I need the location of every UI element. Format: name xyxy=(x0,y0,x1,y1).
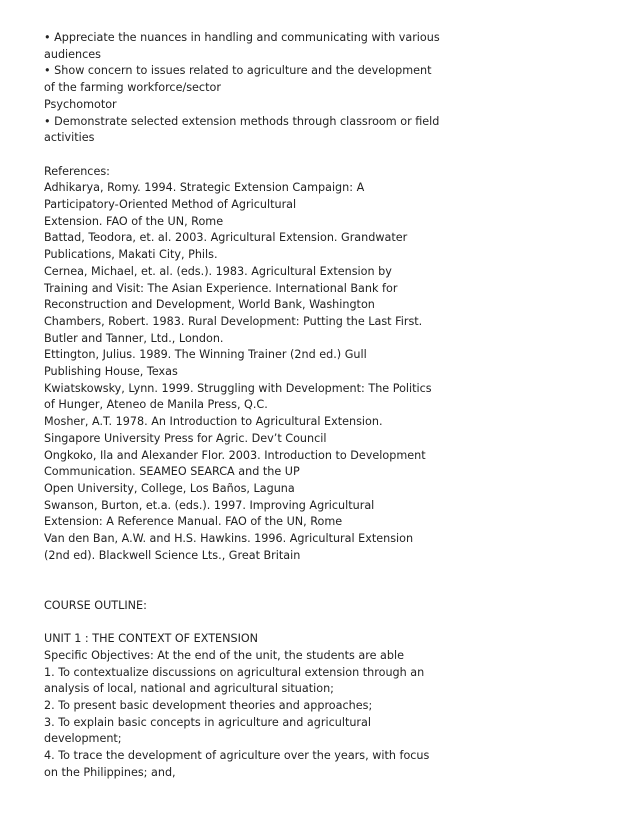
spacer xyxy=(44,615,394,632)
reference-line: of Hunger, Ateneo de Manila Press, Q.C. xyxy=(44,398,268,412)
reference-line: Cernea, Michael, et. al. (eds.). 1983. Agricultural Extension by xyxy=(44,264,392,278)
reference-line: Adhikarya, Romy. 1994. Strategic Extension Campaign: A xyxy=(44,181,365,195)
reference-line: Singapore University Press for Agric. Dev’t Council xyxy=(44,431,327,445)
unit-objectives xyxy=(44,648,430,782)
reference-line: Participatory-Oriented Method of Agricultural xyxy=(44,198,297,212)
reference-line: Butler and Tanner, Ltd., London. xyxy=(44,331,224,345)
text-line: 3. To explain basic concepts in agriculture and agricultural xyxy=(44,715,371,729)
affective-objectives xyxy=(44,30,440,97)
course-outline-heading: COURSE OUTLINE: xyxy=(44,598,147,612)
text-line: analysis of local, national and agricultural situation; xyxy=(44,682,334,696)
text-line: • Appreciate the nuances in handling and communicating with various xyxy=(44,31,440,44)
text-line: of the farming workforce/sector xyxy=(44,81,221,95)
reference-line: Open University, College, Los Baños, Laguna xyxy=(44,481,295,495)
reference-line: Ongkoko, Ila and Alexander Flor. 2003. Introduction to Development xyxy=(44,448,426,462)
reference-line: Ettington, Julius. 1989. The Winning Trainer (2nd ed.) Gull xyxy=(44,348,367,362)
reference-line: Training and Visit: The Asian Experience. International Bank for xyxy=(44,281,398,295)
text-line: 2. To present basic development theories and approaches; xyxy=(44,699,373,713)
reference-line: Extension. FAO of the UN, Rome xyxy=(44,214,224,228)
unit-title: UNIT 1 : THE CONTEXT OF EXTENSION xyxy=(44,632,259,646)
references-list xyxy=(44,180,432,564)
text-line: audiences xyxy=(44,47,101,61)
references-heading: References: xyxy=(44,164,110,178)
reference-line: (2nd ed). Blackwell Science Lts., Great Britain xyxy=(44,548,301,562)
reference-line: Extension: A Reference Manual. FAO of the UN, Rome xyxy=(44,515,343,529)
reference-line: Reconstruction and Development, World Bank, Washington xyxy=(44,298,375,312)
reference-line: Mosher, A.T. 1978. An Introduction to Agricultural Extension. xyxy=(44,415,383,429)
text-line: • Show concern to issues related to agriculture and the development xyxy=(44,64,432,78)
text-line: • Demonstrate selected extension methods through classroom or field xyxy=(44,114,440,128)
reference-line: Battad, Teodora, et. al. 2003. Agricultural Extension. Grandwater xyxy=(44,231,408,245)
document-page xyxy=(44,30,440,782)
reference-line: Publishing House, Texas xyxy=(44,365,178,379)
text-line: on the Philippines; and, xyxy=(44,765,176,779)
psychomotor-objectives xyxy=(44,114,440,147)
reference-line: Swanson, Burton, et.a. (eds.). 1997. Improving Agricultural xyxy=(44,498,375,512)
spacer xyxy=(44,564,394,597)
reference-line: Publications, Makati City, Phils. xyxy=(44,248,218,262)
reference-line: Chambers, Robert. 1983. Rural Development: Putting the Last First. xyxy=(44,314,423,328)
text-line: development; xyxy=(44,732,122,746)
spacer xyxy=(44,147,394,164)
psychomotor-heading: Psychomotor xyxy=(44,97,117,111)
text-line: activities xyxy=(44,131,95,145)
reference-line: Van den Ban, A.W. and H.S. Hawkins. 1996. Agricultural Extension xyxy=(44,532,414,546)
reference-line: Communication. SEAMEO SEARCA and the UP xyxy=(44,465,300,479)
text-line: 4. To trace the development of agriculture over the years, with focus xyxy=(44,749,430,763)
text-line: Specific Objectives: At the end of the unit, the students are able xyxy=(44,648,404,662)
text-line: 1. To contextualize discussions on agricultural extension through an xyxy=(44,665,425,679)
reference-line: Kwiatskowsky, Lynn. 1999. Struggling with Development: The Politics xyxy=(44,381,432,395)
